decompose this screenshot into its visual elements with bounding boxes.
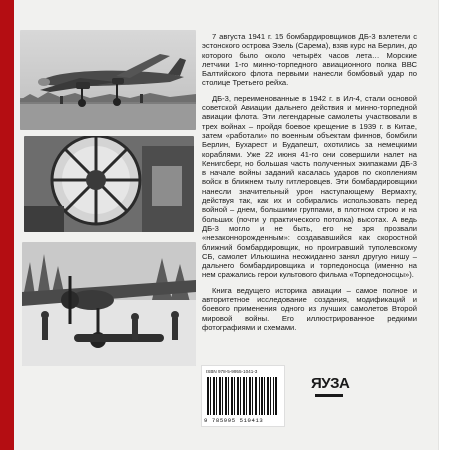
barcode-icon xyxy=(207,377,279,415)
barcode-bar xyxy=(208,377,209,415)
description-text xyxy=(202,32,417,338)
barcode-digits: 9 785995 510413 xyxy=(204,417,264,424)
photo-cockpit-interior xyxy=(24,136,194,232)
barcode-bar xyxy=(268,377,269,415)
publisher-logo-underline xyxy=(315,394,343,397)
cover-spine-edge xyxy=(0,0,14,450)
isbn-number: ISBN 978-5-9955-1041-3 xyxy=(206,369,258,374)
barcode-bar xyxy=(246,377,247,415)
photo-aircraft-airfield-image xyxy=(20,30,196,130)
publisher-logo-text: ЯУЗА xyxy=(311,375,350,392)
paragraph-history: ДБ-3, переименованные в 1942 г. в Ил-4, стали основой советской Авиации дальнего действия и минно-торпедной авиации флота. Эти легендарные самолеты участвовали в трех войнах – пройдя боевое крещение в 1939 г. в Китае, затем «работали» по военным объектам финнов, бомбили Берлин, Бухарест и Будапешт, охотились за немецкими кораблями. Уже 22 июня 41-го они совершили налет на Кенигсберг, но большая часть полученных экипажами ДБ-3 в начале войны заданий касалась ударов по скоплениям войск в ближнем тылу гитлеровцев. Эти бомбардировщики нанесли значительный урон наступающему Вермахту, действуя так, как их и собирались использовать перед войной – днем, большими группами, в плотном строю и на больших (почти у практического потолка) высотах. А ведь ДБ-3 могло и не быть, его не зря прозвали «незаконнорожденным»: создававшийся как скоростной ближний бомбардировщик, но проигравший туполевскому СБ, самолет Ильюшина неожиданно занял другую нишу – дальнего бомбардировщика и торпедоносца (именно на нем сражались герои культового фильма «Торпедоносцы»). xyxy=(202,93,417,280)
barcode-bar xyxy=(262,377,263,415)
photo-aircraft-airfield xyxy=(20,30,196,130)
barcode-label xyxy=(201,365,285,427)
barcode-bar xyxy=(256,377,257,415)
photo-torpedo-bomber xyxy=(22,242,196,366)
photo-cockpit-interior-image xyxy=(24,136,194,232)
barcode-bar xyxy=(214,377,215,415)
photo-torpedo-bomber-image xyxy=(22,242,196,366)
barcode-bar xyxy=(234,377,235,415)
barcode-bar xyxy=(228,377,229,415)
paragraph-intro: 7 августа 1941 г. 15 бомбардировщиков ДБ-3 взлетели с эстонского острова Эзель (Сарема), взяв курс на Берлин, до которого было около четырёх часов лета… Морские летчики 1-го минно-торпедного авиационного полка ВВС Балтийского флота первыми нанесли бомбовый удар по столице Третьего рейха. xyxy=(202,32,417,88)
publisher-logo xyxy=(311,372,350,414)
paragraph-book-summary: Книга ведущего историка авиации – самое полное и авторитетное исследование создания, модификаций и боевого применения одного из лучших самолетов Второй мировой войны. Его иллюстрированное редкими фотографиями и схемами. xyxy=(202,285,417,332)
